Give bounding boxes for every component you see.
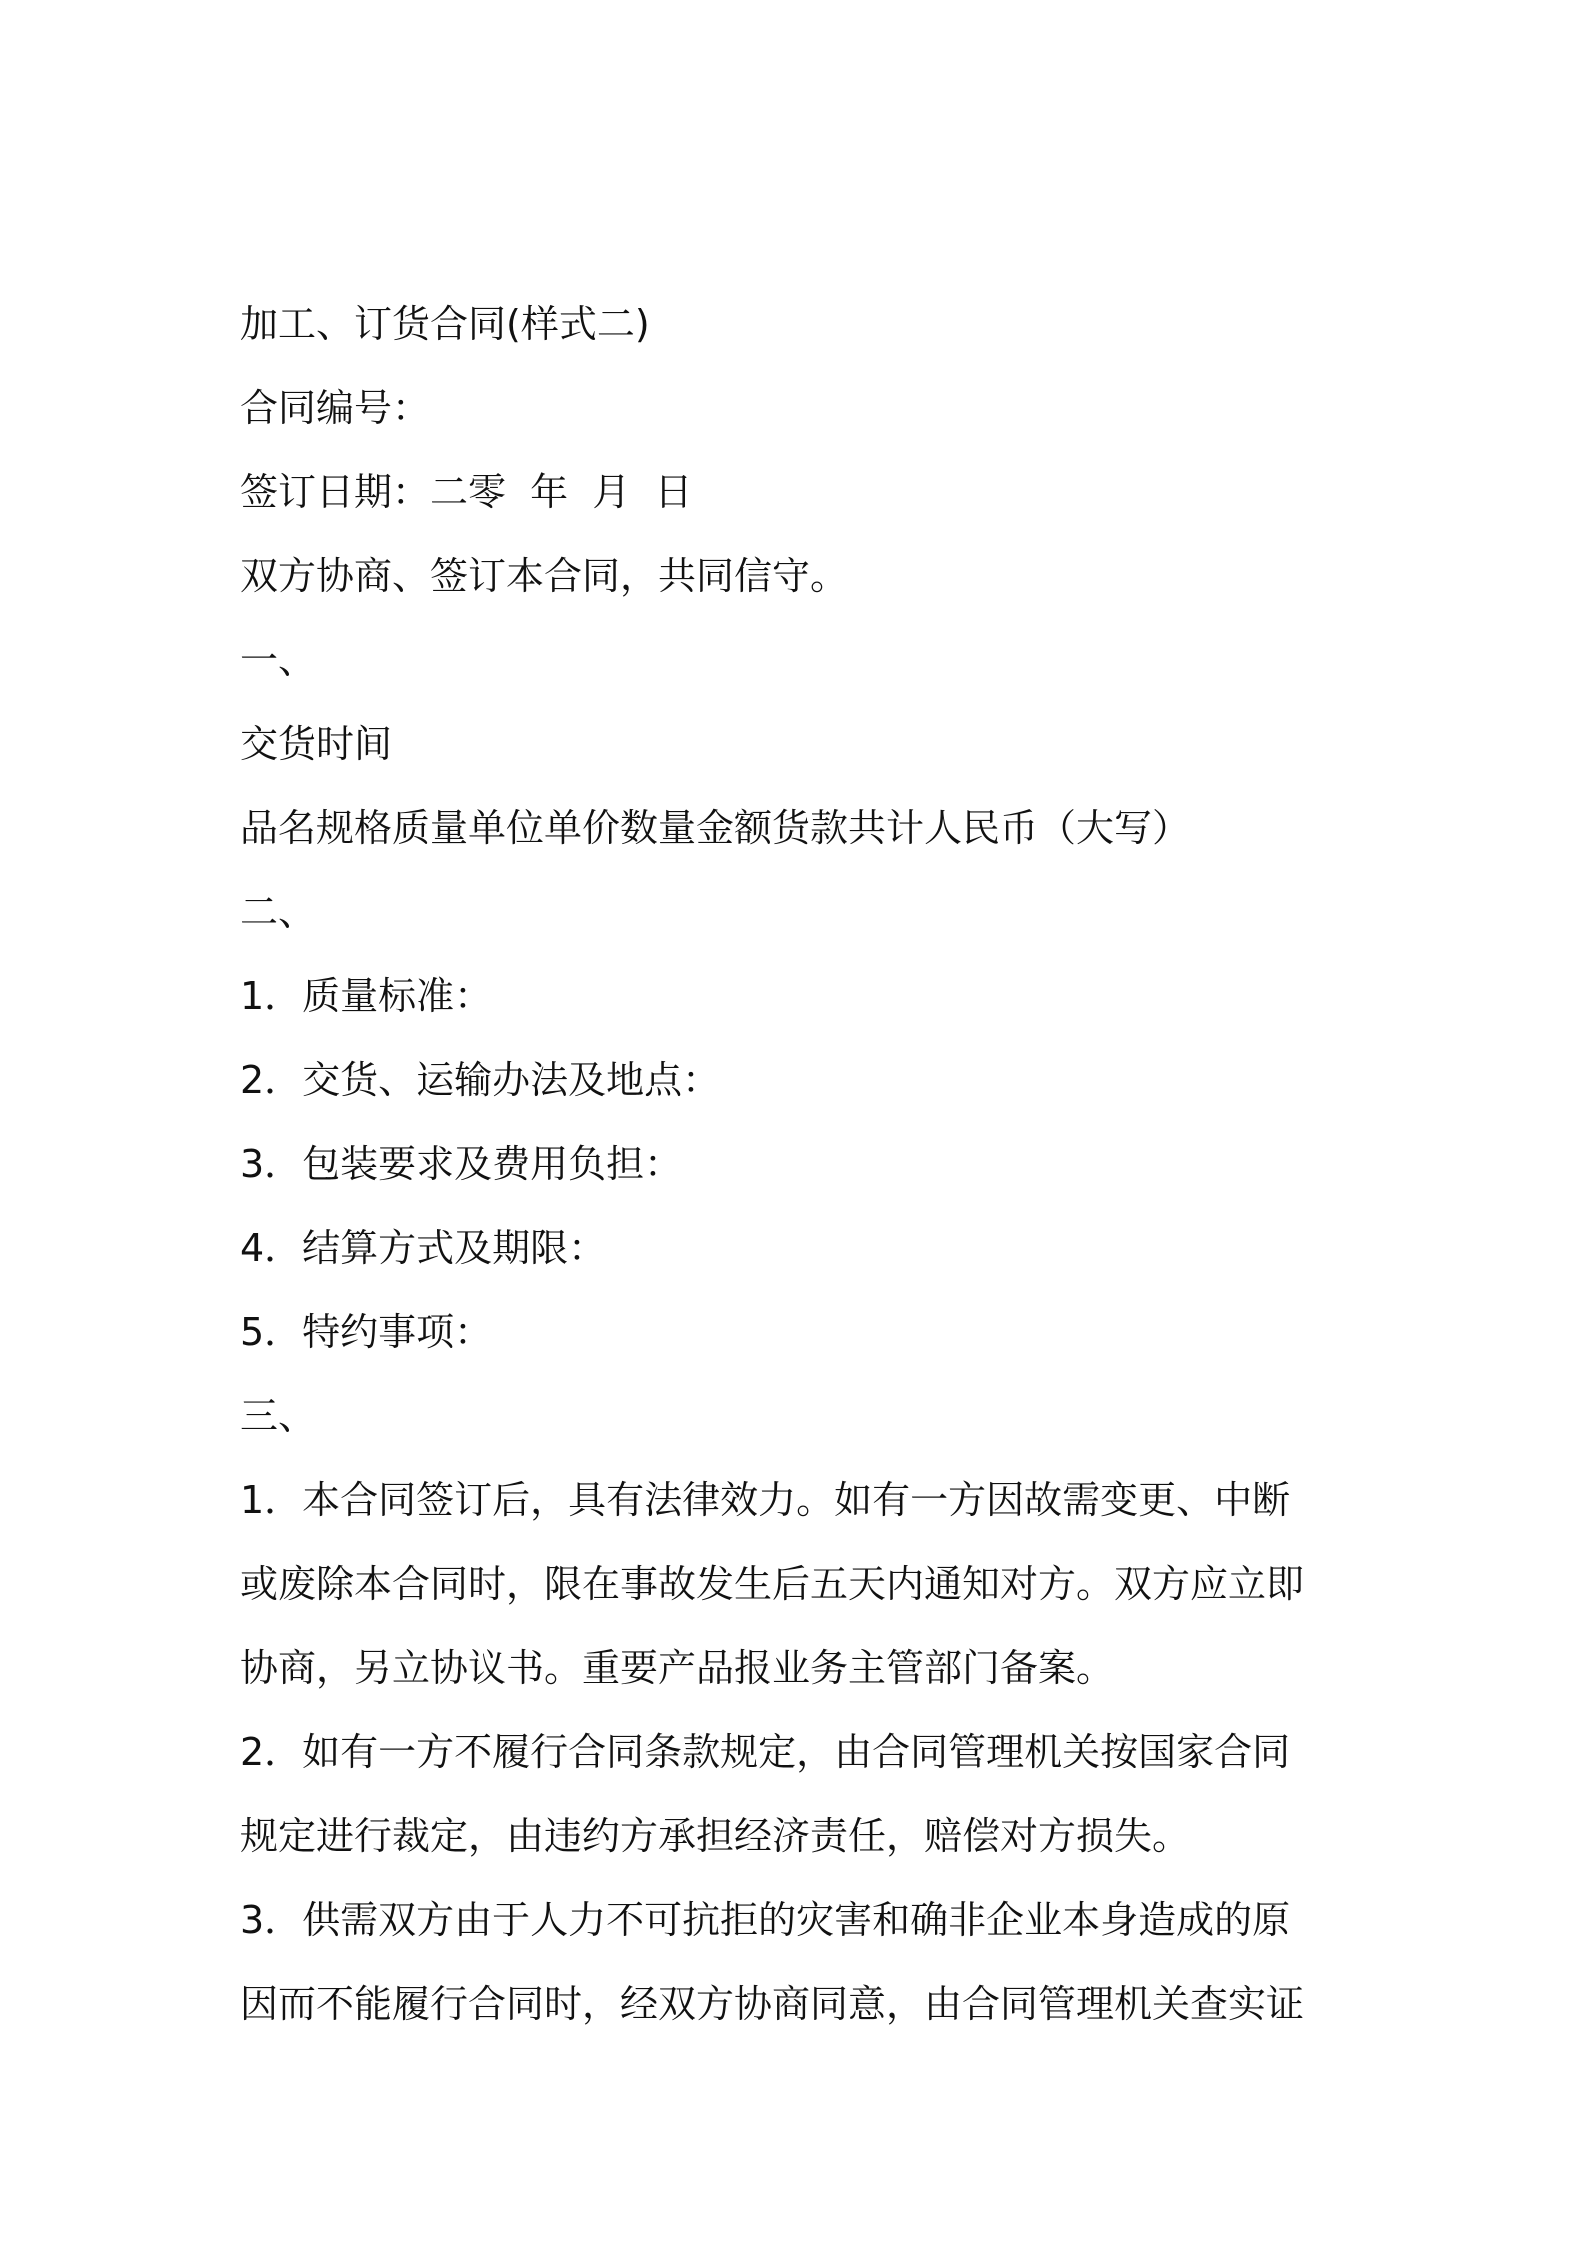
section-1-heading: 一、: [240, 638, 317, 682]
section-2-heading: 二、: [240, 890, 317, 934]
section-3-line: 协商，另立协议书。重要产品报业务主管部门备案。: [240, 1646, 1115, 1690]
section-2-item-quality: 1．质量标准：: [240, 974, 493, 1018]
section-2-item-packaging: 3．包装要求及费用负担：: [240, 1142, 683, 1186]
section-3-line: 1．本合同签订后，具有法律效力。如有一方因故需变更、中断: [240, 1478, 1291, 1522]
contract-number-field: 合同编号：: [240, 386, 431, 430]
contract-document: [240, 282, 1360, 2046]
section-3-line: 因而不能履行合同时，经双方协商同意，由合同管理机关查实证: [240, 1982, 1305, 2026]
signing-date-field: 签订日期：二零 年 月 日: [240, 470, 693, 514]
section-3-line: 规定进行裁定，由违约方承担经济责任，赔偿对方损失。: [240, 1814, 1191, 1858]
section-3-line: 或废除本合同时，限在事故发生后五天内通知对方。双方应立即: [240, 1562, 1305, 1606]
goods-table-header: 品名规格质量单位单价数量金额货款共计人民币（大写）: [240, 806, 1191, 850]
section-3-line: 3．供需双方由于人力不可抗拒的灾害和确非企业本身造成的原: [240, 1898, 1291, 1942]
delivery-time-label: 交货时间: [240, 722, 393, 766]
section-3-heading: 三、: [240, 1394, 317, 1438]
section-2-item-settlement: 4．结算方式及期限：: [240, 1226, 607, 1270]
document-title: 加工、订货合同(样式二): [240, 302, 650, 346]
preamble: 双方协商、签订本合同，共同信守。: [240, 554, 849, 598]
section-2-item-special: 5．特约事项：: [240, 1310, 493, 1354]
section-3-line: 2．如有一方不履行合同条款规定，由合同管理机关按国家合同: [240, 1730, 1291, 1774]
section-2-item-delivery: 2．交货、运输办法及地点：: [240, 1058, 721, 1102]
